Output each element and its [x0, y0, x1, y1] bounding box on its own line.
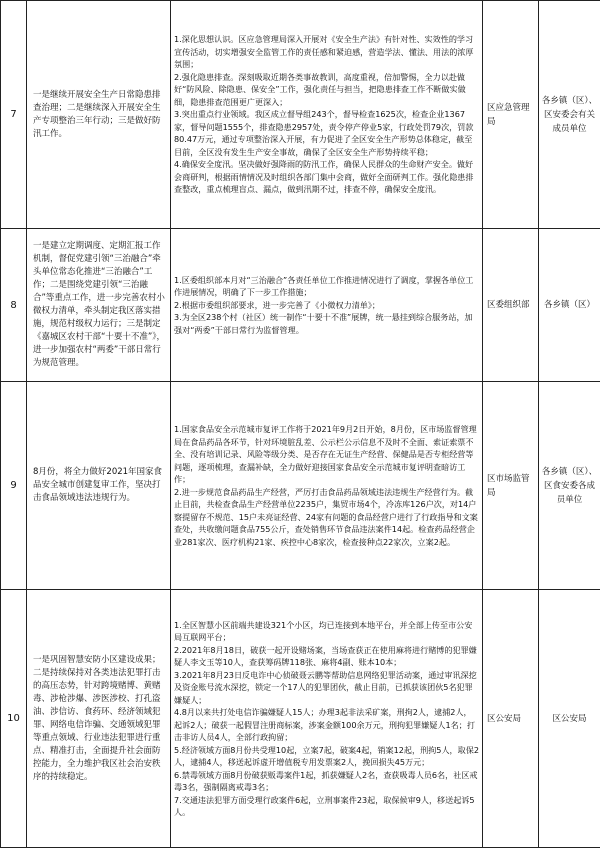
progress-item: 1.国家食品安全示范城市复评工作将于2021年9月2日开始，8月份，区市场监督管理局在食品药品各环节，针对环境脏乱差、公示栏公示信息不及时不全面、索证索票不全、没有培训记录、风险等级分类、是否存在无证生产经营、保健品是否专柜经营等问题，逐项梳理，查漏补缺，全力做好迎接国家食品安全示范城市复评明查暗访工作； — [174, 424, 477, 484]
progress-item: 2.2021年8月18日，破获一起开设赌场案，当场查获正在使用麻将进行赌博的犯罪嫌疑人李文玉等10人，查获筹码牌118张、麻将4副、账本10本； — [174, 644, 477, 667]
progress-item: 5.经济领域方面8月份共受理10起，立案7起，破案4起，销案12起，刑拘5人，取保2人，逮捕4人，移送起诉虚开增值税专用发票案2人，挽回损失45万元； — [174, 744, 479, 767]
table-row — [1, 1, 600, 229]
row-number: 9 — [1, 382, 27, 590]
task-cell: 一是继续开展安全生产日常隐患排查治理；二是继续深入开展安全生产专项整治三年行动；三是做好防汛工作。 — [27, 1, 171, 229]
progress-item: 6.禁毒领域方面8月份破获贩毒案件1起，抓获嫌疑人2名，查获吸毒人员6名，社区戒毒3名，强制隔离戒毒3名； — [174, 769, 478, 792]
progress-item: 3.为全区238个村（社区）统一制作“十要十不准”展牌，统一悬挂到综合服务站，加强对“两委”干部日常行为监督管理。 — [174, 312, 473, 335]
table-row — [1, 382, 600, 590]
progress-cell — [171, 382, 483, 590]
progress-item: 2.进一步规范食品药品生产经营，严厉打击食品药品领域违法违规生产经营行为。截止目前，共检查食品生产经营单位2235户，集贸市场4个，冷冻库126户次，对14户察提留存不规范、15户未亮证经营、24家有问题的食品经营户进行了行政指导和文案查处，共收缴问题食品755公斤，查处销售环节食品违法案件14起。检查药品经营企业281家次、医疗机构21家、疾控中心8家次，检查接种点22家次，立案2起。 — [174, 486, 478, 547]
progress-item: 4.确保安全度汛。坚决做好强降雨的防汛工作，确保人民群众的生命财产安全。做好会商研判，根据雨情情况及时组织各部门集中会商，做好全面研判工作。强化隐患排查整改，重点梳理盲点、漏点，做到汛期不过，排查不停，确保安全度汛。 — [174, 159, 474, 195]
progress-item: 3.2021年8月23日反电诈中心侦破聂云鹏等帮助信息网络犯罪活动案，通过审讯深挖及资金账号流水深挖，锁定一个17人的犯罪团伙，截止目前，已抓获该团伙5名犯罪嫌疑人； — [174, 669, 477, 705]
progress-cell — [171, 1, 483, 229]
cooperating-unit-cell — [539, 229, 600, 382]
progress-item: 1.区委组织部本月对“三治融合”各责任单位工作推进情况进行了调度，掌握各单位工作进展情况，明确了下一步工作措施； — [174, 274, 474, 298]
progress-item: 2.强化隐患排查。深刻吸取近期各类事故教训，高度重视，倍加警惕，全力以赴做好“防风险、除隐患、保安全”工作，强化责任与担当，把隐患排查工作不断做实做细，隐患排查范围更广更深入； — [174, 71, 466, 107]
progress-item: 2.根据市委组织部要求，进一步完善了《小微权力清单》； — [174, 299, 381, 310]
progress-item: 1.全区智慧小区前端共建设321个小区，均已连接到本地平台，并全部上传至市公安局互联网平台； — [174, 619, 473, 642]
lead-unit-cell: 区委组织部 — [483, 229, 539, 382]
task-cell: 8月份，将全力做好2021年国家食品安全城市创建复审工作，坚决打击食品领域违法违规行为。 — [27, 382, 171, 590]
cooperating-unit-text: 区公安局 — [552, 713, 587, 724]
row-number: 7 — [1, 1, 27, 229]
row-number: 10 — [1, 590, 27, 848]
task-cell: 一是巩固智慧安防小区建设成果；二是持续保持对各类违法犯罪打击的高压态势，针对跨境赌博、黄赌毒、涉枪涉爆、涉医涉校、打孔盗油、涉信访、食药环、经济领域犯罪、网络电信诈骗、交通领域犯罪等重点领域、行业违法犯罪进行重点、精准打击，全面提升社会面防控能力，全力维护我区社会治安秩序的持续稳定。 — [27, 590, 171, 848]
progress-cell — [171, 590, 483, 848]
row-number: 8 — [1, 229, 27, 382]
progress-item: 4.8月以来共打处电信诈骗嫌疑人15人；办理3起非法采矿案，刑拘2人，逮捕2人，起诉2人；破获一起假冒注册商标案，涉案金额100余万元，刑拘犯罪嫌疑人1名；打击非访人员4人，全部行政拘留； — [174, 707, 475, 742]
table-row — [1, 590, 600, 848]
progress-item: 7.交通违法犯罪方面受理行政案件6起，立刑事案件23起，取保候审9人，移送起诉5人。 — [174, 794, 475, 817]
progress-item: 1.深化思想认识。区应急管理局深入开展对《安全生产法》有针对性、实效性的学习宣传活动，切实增强安全监管工作的责任感和紧迫感，营造学法、懂法、用法的浓厚氛围； — [174, 34, 474, 70]
task-cell: 一是建立定期调度、定期汇报工作机制，督促党建引领“三治融合”牵头单位常态化推进“三治融合”工作；二是围绕党建引领“三治融合”等重点工作，进一步完善农村小微权力清单，牵头制定我区落实措施，规范村级权力运行；三是制定《嘉城区农村干部“十要十不准”》，进一步加强农村“两委”干部日常行为规范管理。 — [27, 229, 171, 382]
cooperating-unit-cell — [539, 590, 600, 848]
cooperating-unit-text: 各乡镇（区） — [543, 300, 595, 310]
cooperating-unit-cell — [539, 382, 600, 590]
lead-unit-cell: 区公安局 — [483, 590, 539, 848]
table-row — [1, 229, 600, 382]
cooperating-unit-text: 各乡镇（区）、区安委会有关成员单位 — [541, 95, 598, 134]
progress-item: 3.突出重点行业领域。我区成立督导组243个，督导检查1625次，检查企业1367家，督导问题1555个，排查隐患2957处，责令停产停业5家，行政处罚79次，罚款80.47万元，通过专项整治深入开展，有力促进了全区安全生产形势总体稳定，截至目前，全区没有发生生产安全事故，确保了全区安全生产形势持续平稳； — [174, 109, 474, 157]
progress-cell — [171, 229, 483, 382]
cooperating-unit-text: 各乡镇（区）、区食安委各成员单位 — [541, 466, 598, 505]
lead-unit-cell: 区市场监管局 — [483, 382, 539, 590]
cooperating-unit-cell — [539, 1, 600, 229]
lead-unit-cell: 区应急管理局 — [483, 1, 539, 229]
